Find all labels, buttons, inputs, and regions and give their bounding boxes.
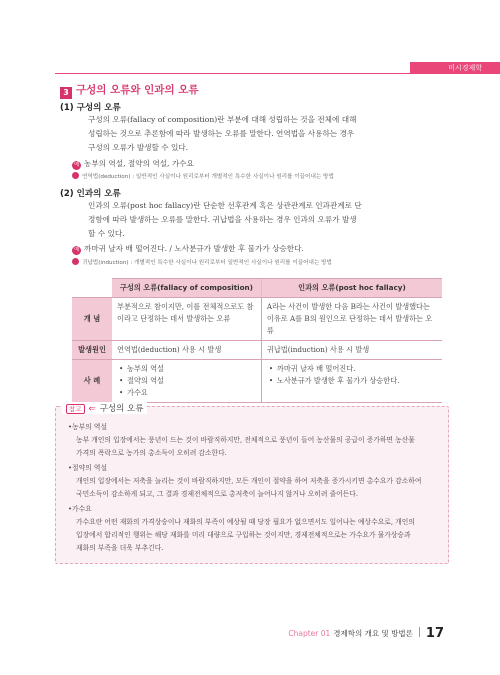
footer-divider xyxy=(419,627,420,637)
footer-chapter: Chapter 01 xyxy=(288,629,331,638)
part1-note xyxy=(72,172,334,180)
cell-cases-composition xyxy=(112,360,261,403)
section-title-text: 구성의 오류와 인과의 오류 xyxy=(76,84,199,96)
reference-item-title: • 가수요 xyxy=(68,503,441,516)
part1-body xyxy=(88,113,443,156)
note-bullet-icon xyxy=(72,172,79,179)
reference-tag: 참고 xyxy=(66,404,85,414)
table-row xyxy=(72,298,442,341)
cell-concept-posthoc: A라는 사건이 발생한 다음 B라는 사건이 발생했다는 이유로 A를 B의 원인으로 단정하는 데서 발생하는 오류 xyxy=(261,298,442,341)
reference-item-line: 입장에서 합리적인 행위는 해당 재화를 미리 대량으로 구입하는 것이지만, 경제전체적으로는 가수요가 물가상승과 xyxy=(76,531,411,539)
reference-item-line: 재화의 부족을 더욱 부추긴다. xyxy=(76,544,164,552)
list-item: • 가수요 xyxy=(127,387,256,399)
reference-heading xyxy=(62,402,147,414)
reference-item-title: • 농부의 역설 xyxy=(68,421,441,434)
part2-line: 정함에 따라 발생하는 오류를 말한다. 귀납법을 사용하는 경우 인과의 오류가 발생 xyxy=(88,215,357,225)
reference-item-line: 개인의 입장에서는 저축을 늘리는 것이 바람직하지만, 모든 개인이 절약을 하여 저축을 증가시키면 총수요가 감소하여 xyxy=(76,477,422,485)
page-footer xyxy=(288,621,444,641)
part1-heading: (1) 구성의 오류 xyxy=(60,103,121,113)
table-header-posthoc: 인과의 오류(post hoc fallacy) xyxy=(261,279,442,298)
section-number-icon: 3 xyxy=(60,87,72,99)
part2-note-text: 귀납법(induction) : 개별적인 특수한 사실이나 원리로부터 일반적인 사실이나 원리를 이끌어내는 방법 xyxy=(82,260,332,266)
table-row xyxy=(72,360,442,403)
part1-line: 구성의 오류(fallacy of composition)란 부분에 대해 성립하는 것을 전체에 대해 xyxy=(88,115,357,124)
reference-item xyxy=(72,503,441,555)
part2-body xyxy=(88,199,443,242)
reference-item-line: 가수요란 어떤 재화의 가격상승이나 재화의 부족이 예상될 때 당장 필요가 없으면서도 일어나는 예상수요로, 개인의 xyxy=(76,518,415,526)
header-tab-label: 미시경제학 xyxy=(448,64,482,72)
double-arrow-icon: ⇐ xyxy=(88,404,96,414)
part1-example xyxy=(72,158,194,170)
row-label-cases: 사 례 xyxy=(72,360,112,403)
reference-item-line: 농부 개인의 입장에서는 풍년이 드는 것이 바람직하지만, 전체적으로 풍년이 들어 농산물의 공급이 증가하면 농산물 xyxy=(76,436,415,444)
table-header-composition: 구성의 오류(fallacy of composition) xyxy=(112,279,261,298)
section-title xyxy=(60,82,199,99)
reference-item xyxy=(72,462,441,501)
example-badge-icon: 예 xyxy=(73,162,80,168)
list-item: • 노사분규가 발생한 후 물가가 상승한다. xyxy=(277,375,437,387)
part2-note xyxy=(72,258,332,266)
list-item: • 절약의 역설 xyxy=(127,375,256,387)
header-divider xyxy=(55,73,410,74)
part1-example-text: 농부의 역설, 절약의 역설, 가수요 xyxy=(84,159,194,168)
header-tab xyxy=(410,62,500,74)
row-label-cause: 발생원인 xyxy=(72,341,112,360)
table-corner xyxy=(72,279,112,298)
table-row xyxy=(72,341,442,360)
part1-line: 구성의 오류가 발생할 수 있다. xyxy=(88,143,189,153)
reference-item-line: 국민소득이 감소하게 되고, 그 결과 경제전체적으로 총저축이 늘어나지 않거나 오히려 줄어든다. xyxy=(76,490,358,498)
part2-example-text: 까마귀 날자 배 떨어진다. / 노사분규가 발생한 후 물가가 상승한다. xyxy=(84,244,304,253)
cell-concept-composition: 부분적으로 참이지만, 이를 전체적으로도 참이라고 단정하는 데서 발생하는 오류 xyxy=(112,298,261,341)
note-bullet-icon xyxy=(72,258,79,265)
reference-title: 구성의 오류 xyxy=(99,404,144,414)
part2-line: 할 수 있다. xyxy=(88,229,125,239)
row-label-concept: 개 념 xyxy=(72,298,112,341)
reference-item xyxy=(72,421,441,460)
part2-heading: (2) 인과의 오류 xyxy=(60,189,121,199)
page-number: 17 xyxy=(425,626,444,641)
example-badge-icon: 예 xyxy=(73,247,80,253)
cell-cause-composition: 연역법(deduction) 사용 시 발생 xyxy=(112,341,261,360)
reference-item-title: • 절약의 역설 xyxy=(68,462,441,475)
list-item: • 까마귀 날자 배 떨어진다. xyxy=(277,363,437,375)
comparison-table xyxy=(72,278,442,403)
cell-cases-posthoc xyxy=(261,360,442,403)
part2-example xyxy=(72,243,304,255)
part2-line: 인과의 오류(post hoc fallacy)란 단순한 선후관계 혹은 상관관계로 인과관계로 단 xyxy=(88,201,362,210)
footer-chapter-title: 경제학의 개요 및 방법론 xyxy=(333,629,413,638)
list-item: • 농부의 역설 xyxy=(127,363,256,375)
reference-item-line: 가격의 폭락으로 농가의 총소득이 오히려 감소한다. xyxy=(76,449,227,457)
cell-cause-posthoc: 귀납법(induction) 사용 시 발생 xyxy=(261,341,442,360)
part1-note-text: 연역법(deduction) : 일반적인 사실이나 원리로부터 개별적인 특수한 사실이나 원리를 이끌어내는 방법 xyxy=(82,174,334,180)
part1-line: 성립하는 것으로 추론함에 따라 발생하는 오류를 말한다. 연역법을 사용하는 경우 xyxy=(88,129,355,139)
